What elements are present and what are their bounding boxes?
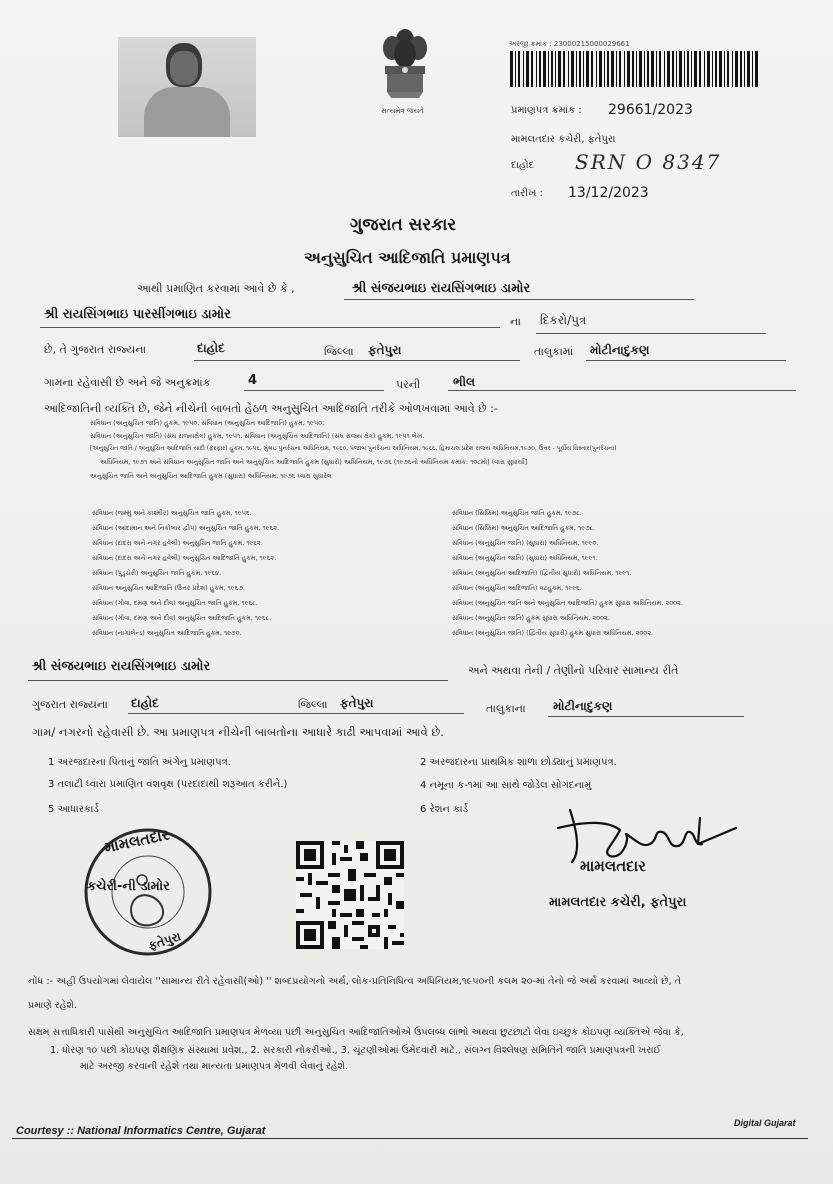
act-left-item: સંવિધાન (ગોવા, દમણ અને દીવ) અનુસુચિત જાતિ હુકમ, ૧૯૬૮. bbox=[92, 599, 258, 607]
seal-middle-text: કચેરી-ની ડામોર bbox=[87, 879, 170, 894]
serial-number: 4 bbox=[248, 373, 258, 388]
emblem-motto: સત્યમેવ જયતે bbox=[381, 107, 424, 115]
taluka-value-2: ફતેપુરા bbox=[340, 696, 374, 710]
footer-digital-gujarat: Digital Gujarat bbox=[734, 1118, 796, 1128]
act-right-item: સંવિધાન (સિક્કિમ) અનુસુચિત જાતિ હુકમ, ૧૯૭૮. bbox=[452, 509, 582, 517]
national-emblem-icon bbox=[375, 26, 435, 118]
district-value: દાહોદ bbox=[197, 341, 225, 355]
district-value-2: દાહોદ bbox=[131, 696, 159, 710]
father-name-underline bbox=[40, 327, 500, 328]
taluka-value: ફતેપુરા bbox=[368, 343, 402, 357]
note-line: સક્ષમ સત્તાધિકારી પાસેથી અનુસુચિત આદિજાતિ પ્રમાણપત્ર મેળવ્યા પછી અનુસુચિત આદિજાતિઓએ ઉપલબ્ધ લાભો અથવા છુટછાટો લેવા ઇચ્છુક કોઇપણ વ્યક્તિએ જેવા કે, bbox=[28, 1027, 684, 1038]
applicant-name-repeat-underline bbox=[28, 680, 448, 681]
act-left-item: સંવિધાન (દાદરા અને નગર હવેલી) અનુસુચિત આદિજાતિ હુકમ, ૧૯૬૨. bbox=[92, 554, 277, 562]
certify-text: આથી પ્રમાણિત કરવામાં આવે છે કે , bbox=[137, 282, 295, 295]
outward-number: SRN O 8347 bbox=[575, 150, 722, 174]
act-right-item: સંવિધાન (અનુસુચિત જાતિ અને અનુસુચિત આદિજાતિ) હુકમ સુધારા અધિનિયમ, ૨૦૦૨. bbox=[452, 599, 683, 607]
document-item: 5 આધારકાર્ડ bbox=[48, 804, 99, 815]
serial-underline bbox=[244, 390, 384, 391]
signatory-office: મામલતદાર કચેરી, ફતેપુરા bbox=[549, 895, 687, 910]
government-title: ગુજરાત સરકાર bbox=[350, 215, 457, 235]
issuing-office: મામલતદાર કચેરી, ફતેપુરા bbox=[511, 134, 616, 145]
act-right-item: સંવિધાન (અનુસુચિત જાતિ) (દ્વિતીય સુધારો) હુકમ સુધારા અધિનિયમ, ૨૦૦૨. bbox=[452, 629, 654, 637]
note-line: માટે અરજી કરવાની રહેશે તથા માન્યતા પ્રમાણપત્ર મેળવી લેવાનું રહેશે. bbox=[80, 1061, 349, 1072]
act-left-item: સંવિધાન (જમ્મુ અને કાશ્મીર) અનુસુચિત જાતિ હુકમ, ૧૯૫૬. bbox=[92, 509, 252, 517]
state-text-2: ગુજરાત રાજ્યના bbox=[32, 698, 108, 711]
application-number: અરજી ક્રમાંક : 23000215000029661 bbox=[509, 40, 630, 48]
act-line: સંવિધાન (અનુસુચિત જાતિ) હુકમ, ૧૯૫૦, સંવિધાન (અનુસુચિત આદિજાતિ) હુકમ, ૧૯૫૦; bbox=[90, 419, 325, 427]
village-underline-2 bbox=[548, 716, 744, 717]
act-right-item: સંવિધાન (સિક્કિમ) અનુસુચિત આદિજાતિ હુકમ, ૧૯૭૮. bbox=[452, 524, 596, 532]
document-item: 4 નમૂના ક-૧માં આ સાથે જોડેલ સોગંદનામું bbox=[420, 780, 592, 791]
act-line: અધિનિયમ, ૧૯૭૧ અને સંવિધાન અનુસુચિત જાતિ અને અનુસુચિત આદિજાતિ હુકમ (સુધારો) અધિનિયમ, ૧૯૭૬ (૧૯૭૬નો અધિનિયમ ક્રમાંક: ૧૦૮મો) ધ્વારા સુધાર્યા] bbox=[100, 458, 528, 466]
applicant-name: શ્રી સંજયભાઇ રાયસિંગભાઇ ડામોર bbox=[352, 281, 531, 296]
upar-text: પરની bbox=[396, 378, 421, 391]
act-left-item: સંવિધાન (નાગાલેન્ડ) અનુસુચિત આદિજાતિ હુકમ, ૧૯૭૦. bbox=[92, 629, 242, 637]
district-underline bbox=[194, 360, 520, 361]
tribe-name: ભીલ bbox=[453, 375, 476, 389]
applicant-name-repeat: શ્રી સંજયભાઇ રાયસિંગભાઇ ડામોર bbox=[32, 659, 211, 674]
document-item: 6 રેશન કાર્ડ bbox=[420, 804, 469, 815]
act-left-item: સંવિધાન (આંદામાન અને નિકોબાર દ્વીપ) અનુસુચિત જાતિ હુકમ, ૧૯૬૨. bbox=[92, 524, 280, 532]
act-right-item: સંવિધાન (અનુસુચિત જાતિ) (સુધારા) અધિનિયમ, ૧૯૯૧. bbox=[452, 554, 598, 562]
act-left-item: સંવિધાન અનુસુચિત આદિજાતિ (ઉત્તર પ્રદેશ) હુકમ, ૧૯૬૭. bbox=[92, 584, 245, 592]
certificate-number: 29661/2023 bbox=[608, 102, 693, 118]
act-right-item: સંવિધાન (અનુસુચિત આદિજાતિ) (દ્વિતીય સુધારો) અધિનિયમ, ૧૯૯૧. bbox=[452, 569, 632, 577]
father-name: શ્રી રાયસિંગભાઇ પારસીંગભાઇ ડામોર bbox=[44, 307, 231, 322]
barcode-icon bbox=[510, 51, 760, 87]
outward-label: દાહોદ bbox=[511, 160, 535, 171]
act-line: અનુસુચિત જાતિ અને અનુસુચિત આદિજાતિ હુકમ (સુધારા) અધિનિયમ, ૧૯૭૬ ધ્વારા સુધારેલ bbox=[90, 472, 332, 480]
taluka-label: તાલુકામાં bbox=[534, 345, 574, 358]
note-line: 1. ધોરણ ૧૦ પછી કોઇપણ શૈક્ષણિક સંસ્થામાં પ્રવેશ., 2. સરકારી નોકરીઓ., 3. ચૂંટણીઓમાં ઉમેદવારી માટે., સંલગ્ન વિશ્લેષણ સમિતિને જાતિ પ્રમાણપત્રની ખરાઈ bbox=[50, 1045, 661, 1056]
act-left-item: સંવિધાન (પુડુચેરી) અનુસુચિત જાતિ હુકમ, ૧૯૬૪. bbox=[92, 569, 222, 577]
na-text: ના bbox=[510, 315, 521, 328]
district-label: જિલ્લા bbox=[324, 345, 354, 358]
document-item: 3 તલાટી ધ્વારા પ્રમાણિત વંશવૃક્ષ (પરદાદાથી શરૂઆત કરીને.) bbox=[48, 779, 288, 790]
act-right-item: સંવિધાન (અનુસુચિત જાતિ) હુકમ સુધારા અધિનિયમ, ૨૦૦૨. bbox=[452, 614, 610, 622]
taluka-label-2: તાલુકાના bbox=[486, 702, 526, 715]
footer-courtesy: Courtesy :: National Informatics Centre, Gujarat bbox=[16, 1125, 266, 1137]
note-line: નોંધ :- અહીં ઉપયોગમાં લેવાયેલ ''સામાન્ય રીતે રહેવાસી(ઓ) '' શબ્દપ્રયોગનો અર્થ, લોક-પ્રતિનિધિત્વ અધિનિયમ,૧૯૫૦ની કલમ ૨૦-માં તેનો જે અર્થે કરવામાં આવ્યો છે, તે bbox=[28, 976, 682, 987]
village-value: મોટીનાદુકણ bbox=[590, 343, 650, 357]
state-text: છે, તે ગુજરાત રાજ્યના bbox=[44, 343, 147, 356]
act-line: સંવિધાન (અનુસુચિત જાતિ) (સંઘ રાજ્યક્ષેત્ર) હુકમ, ૧૯૫૧, સંવિધાન (અનુસુચિત આદિજાતિ) (સંઘ રાજ્ય ક્ષેત્ર) હુકમ, ૧૯૫૧ લેખ. bbox=[90, 432, 425, 440]
district-underline-2 bbox=[128, 713, 464, 714]
relation-underline bbox=[536, 333, 766, 334]
footer-rule bbox=[12, 1138, 808, 1139]
village-text: ગામ/ નગરનો રહેવાસી છે. આ પ્રમાણપત્ર નીચેની બાબતોના આધારે કાઢી આપવામાં આવે છે. bbox=[32, 725, 444, 739]
resident-text: ગામના રહેવાસી છે અને જે અનુક્રમાંક bbox=[44, 376, 211, 389]
family-text: અને અથવા તેની / તેણીનો પરિવાર સામાન્ય રીતે bbox=[468, 664, 679, 677]
applicant-name-underline bbox=[344, 299, 694, 300]
seal-top-text: મામલતદાર bbox=[102, 825, 172, 857]
act-left-item: સંવિધાન (દાદરા અને નગર હવેલી) અનુસુચિત જાતિ હુકમ, ૧૯૬૨. bbox=[92, 539, 263, 547]
note-line: પ્રમાણે રહેશે. bbox=[28, 1000, 77, 1011]
certificate-number-label: પ્રમાણપત્ર ક્રમાંક : bbox=[511, 105, 582, 116]
qr-code-icon bbox=[296, 841, 404, 949]
applicant-photo bbox=[118, 37, 256, 137]
document-item: 1 અરજદારના પિતાનું જાતિ અંગેનુ પ્રમાણપત્ર. bbox=[48, 757, 231, 768]
village-underline bbox=[586, 360, 786, 361]
relation: દિકરો/પુત્ર bbox=[540, 313, 587, 327]
recognised-text: આદિજાતિની વ્યક્તિ છે, જેને નીચેની બાબતો હેઠળ અનુસુચિત આદિજાતિ તરીકે ઓળખવામાં આવે છે :- bbox=[44, 402, 498, 415]
village-value-2: મોટીનાદુકણ bbox=[553, 699, 613, 713]
document-item: 2 અરજદારના પ્રાથમિક શાળા છોડ્યાનું પ્રમાણપત્ર. bbox=[420, 757, 617, 768]
act-right-item: સંવિધાન (અનુસુચિત જાતિ) (સુધારા) અધિનિયમ, ૧૯૯૦. bbox=[452, 539, 599, 547]
tribe-underline bbox=[448, 390, 796, 391]
seal-bottom-text: ફતેપુરા bbox=[146, 929, 183, 953]
act-right-item: સંવિધાન (અનુસુચિત આદિજાતિ) વટહુકમ, ૧૯૯૬. bbox=[452, 584, 582, 592]
certificate-title: અનુસુચિત આદિજાતિ પ્રમાણપત્ર bbox=[304, 248, 511, 267]
act-left-item: સંવિધાન (ગોવા, દમણ અને દીવ) અનુસુચિત આદિજાતિ હુકમ, ૧૯૬૮. bbox=[92, 614, 272, 622]
issue-date: 13/12/2023 bbox=[568, 185, 649, 201]
signatory-designation: મામલતદાર bbox=[580, 857, 646, 875]
date-label: તારીખ : bbox=[511, 188, 543, 199]
act-line: [અનુસુચિત જાતિ / અનુસુચિત આદિજાતિ યાદી (ફેરફાર) હુકમ, ૧૯૫૬, મુંબઇ પુનર્રચના અધિનિયમ, ૧૯૬૦, પંજાબ પુનર્રચના અધિનિયમ, ૧૯૬૬, હિમાચલ પ્રદેશ રાજ્ય અધિનિયમ,૧૯૭૦, ઉત્તર - પૂર્વીય વિસ્તાર(પુનર્રચના) bbox=[90, 445, 617, 452]
district-label-2: જિલ્લા bbox=[298, 698, 328, 711]
